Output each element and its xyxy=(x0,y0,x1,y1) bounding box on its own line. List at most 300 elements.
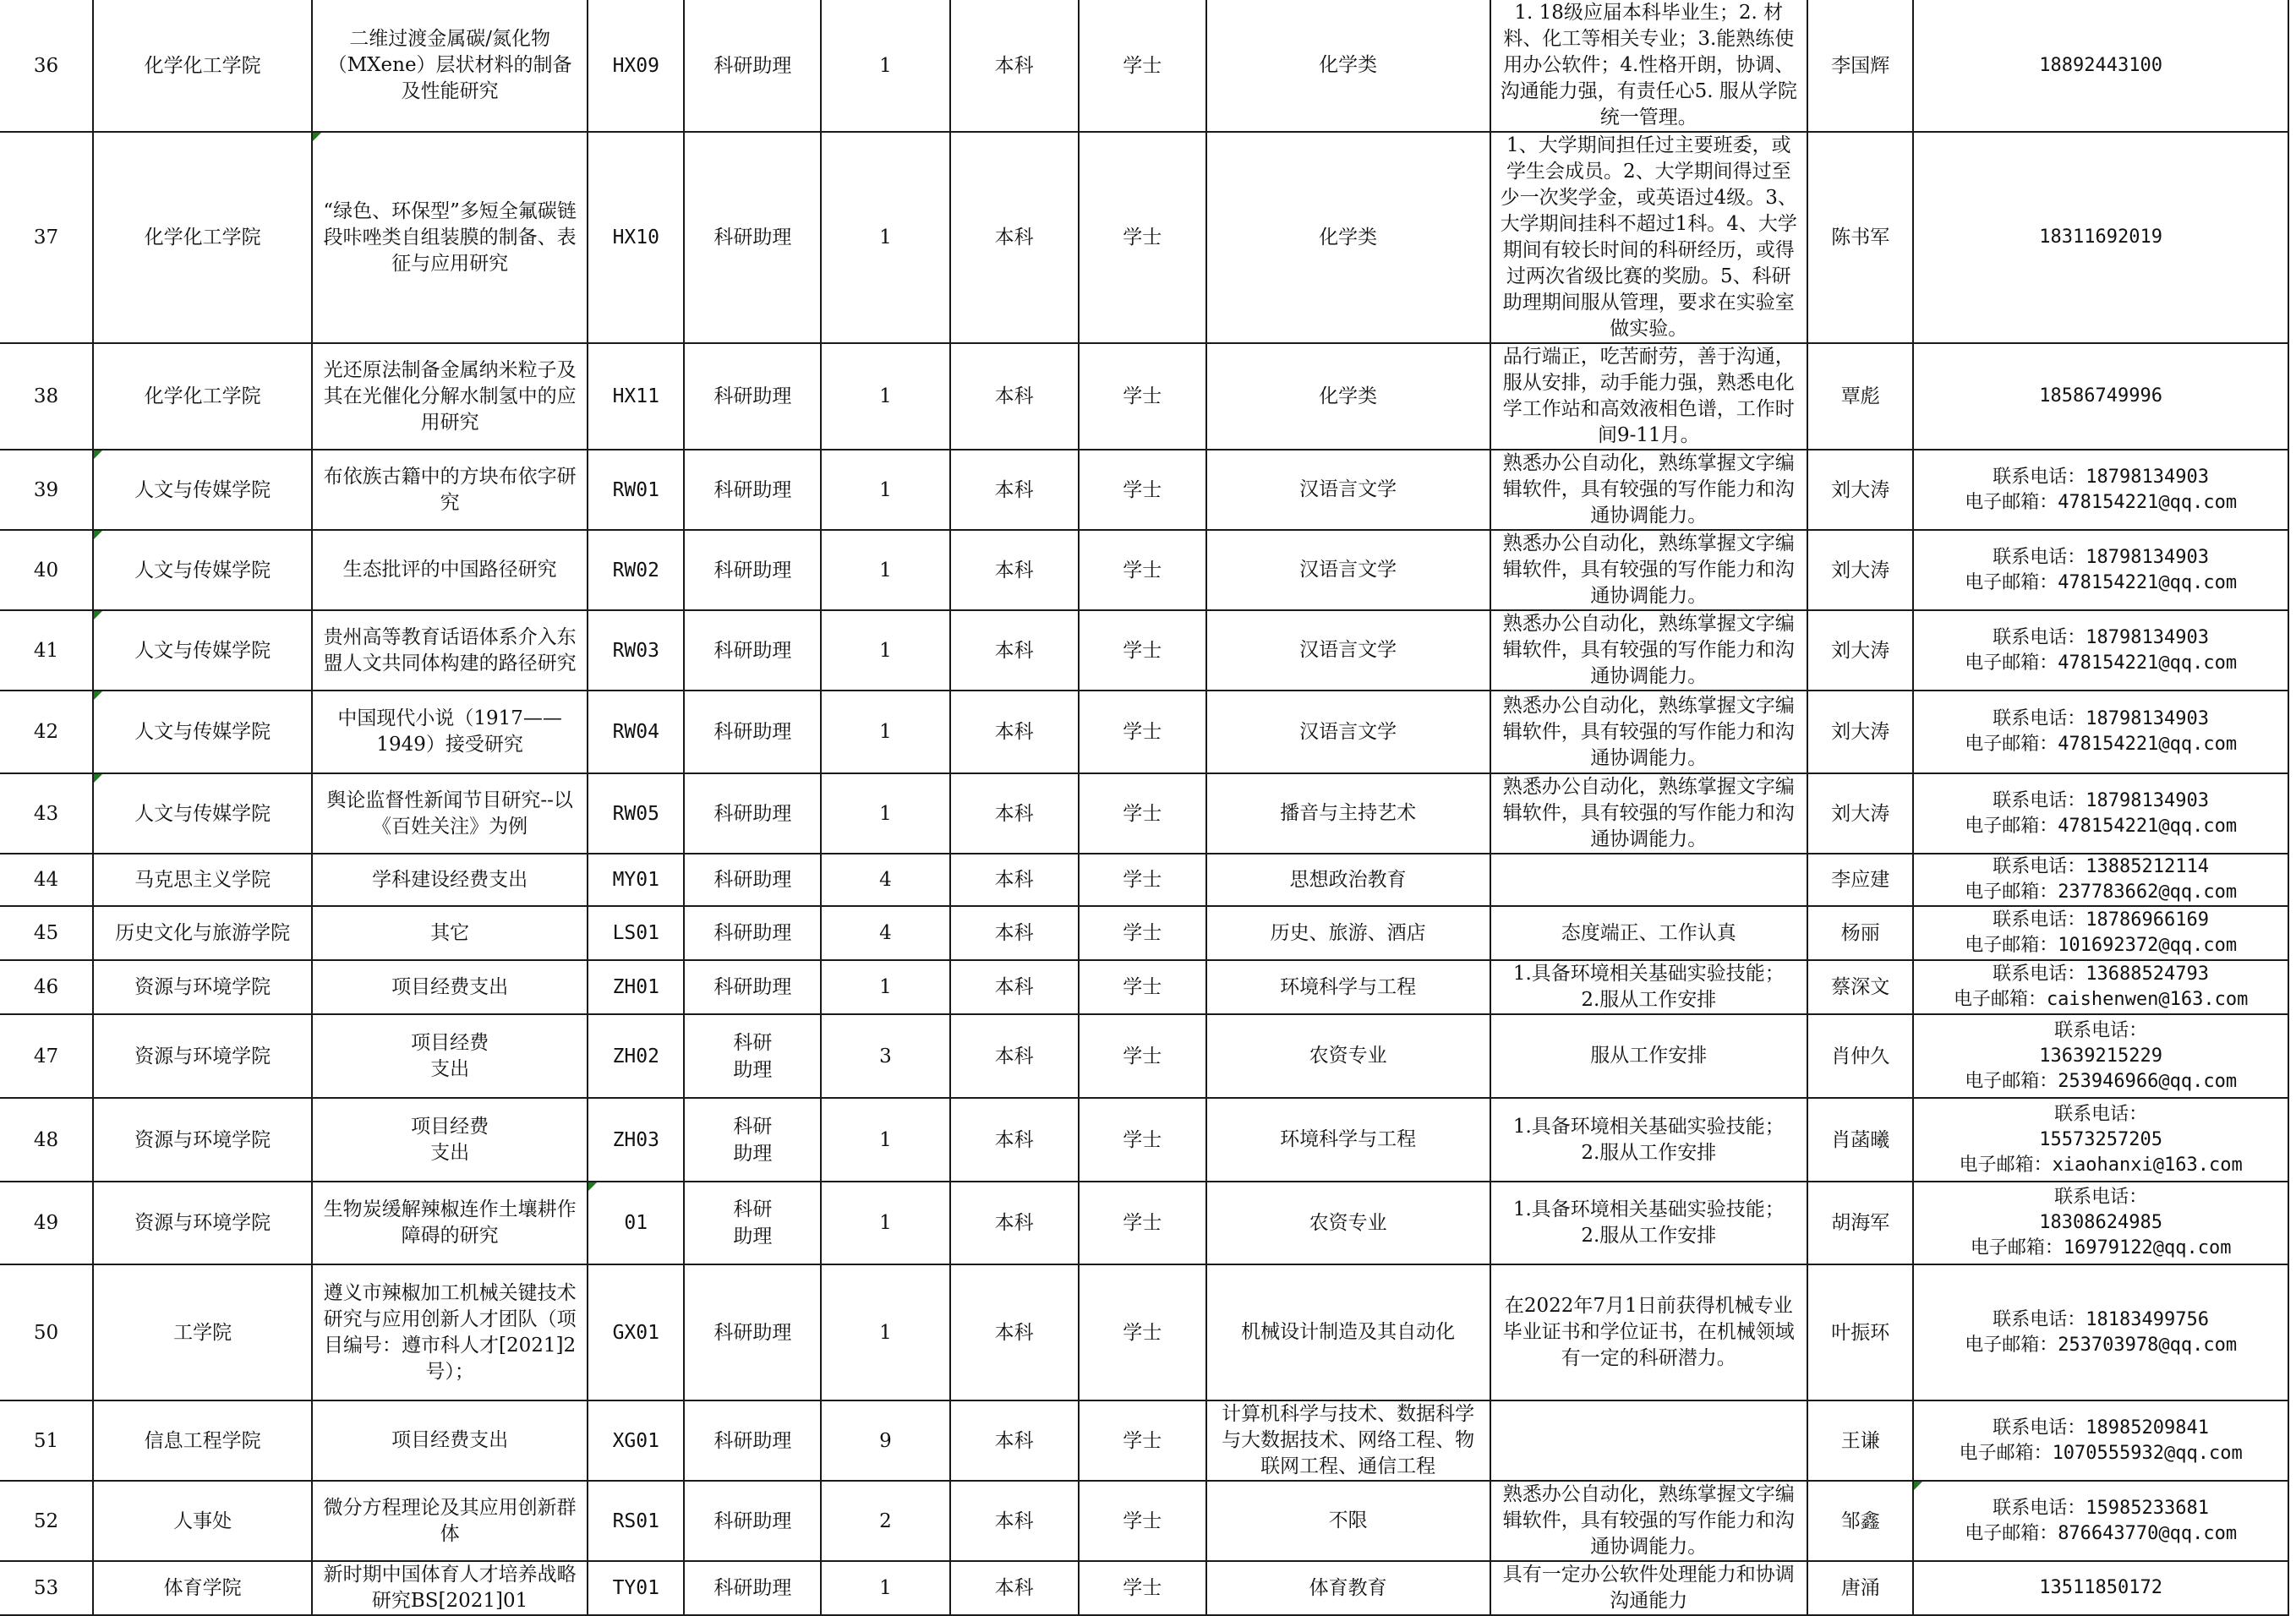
position-title-cell xyxy=(684,906,821,960)
contact-person-cell xyxy=(1807,773,1913,854)
row-number: 47 xyxy=(33,1045,59,1067)
headcount-cell xyxy=(821,1264,949,1400)
contact-person-cell xyxy=(1807,343,1913,450)
education-level: 本科 xyxy=(994,721,1034,743)
contact-person-cell xyxy=(1807,1400,1913,1481)
degree: 学士 xyxy=(1123,559,1162,581)
contact-info-cell xyxy=(1913,0,2288,132)
contact-line: 联系电话：18798134903 xyxy=(1993,466,2209,488)
degree-cell xyxy=(1079,1014,1206,1098)
contact-line: 13511850172 xyxy=(2039,1577,2162,1598)
row-number: 40 xyxy=(33,559,59,581)
position-code: RW04 xyxy=(612,721,659,743)
degree-cell xyxy=(1079,773,1206,854)
position-code: 01 xyxy=(624,1212,648,1234)
contact-line: 联系电话： xyxy=(2054,1187,2148,1208)
position-code-cell xyxy=(588,960,684,1014)
row-number-cell xyxy=(0,773,93,854)
college-name-cell xyxy=(93,1561,312,1615)
headcount-cell xyxy=(821,773,949,854)
major-cell xyxy=(1206,1098,1490,1182)
education-level-cell xyxy=(950,132,1079,343)
contact-info-cell xyxy=(1913,1400,2288,1481)
education-level-cell xyxy=(950,960,1079,1014)
table-row xyxy=(0,1481,2288,1561)
headcount: 1 xyxy=(879,976,892,998)
project-name-cell xyxy=(312,1014,588,1098)
headcount: 1 xyxy=(879,721,892,743)
requirements-cell xyxy=(1490,1014,1808,1098)
contact-person-cell xyxy=(1807,610,1913,691)
contact-info-cell xyxy=(1913,906,2288,960)
position-code: HX11 xyxy=(612,385,659,407)
education-level-cell xyxy=(950,1264,1079,1400)
requirements: 品行端正，吃苦耐劳，善于沟通，服从安排，动手能力强，熟悉电化学工作站和高效液相色谱，工作时间9-11月。 xyxy=(1502,346,1795,446)
contact-line: 18311692019 xyxy=(2039,227,2162,248)
requirements-cell xyxy=(1490,906,1808,960)
contact-person: 刘大涛 xyxy=(1831,802,1890,825)
headcount: 2 xyxy=(879,1510,892,1532)
position-code-cell xyxy=(588,1264,684,1400)
college-name-cell xyxy=(93,1400,312,1481)
major-cell xyxy=(1206,854,1490,906)
contact-info-cell xyxy=(1913,854,2288,906)
contact-info-cell xyxy=(1913,132,2288,343)
row-number-cell xyxy=(0,854,93,906)
position-title: 科研助理 xyxy=(713,1510,792,1532)
project-name-line: 支出 xyxy=(430,1057,470,1080)
position-code: ZH03 xyxy=(612,1128,659,1151)
degree: 学士 xyxy=(1123,1429,1162,1452)
contact-line: 联系电话：15985233681 xyxy=(1993,1497,2209,1519)
contact-line: 电子邮箱：253946966@qq.com xyxy=(1965,1070,2238,1092)
education-level: 本科 xyxy=(994,802,1034,825)
major: 化学类 xyxy=(1319,385,1378,407)
major: 化学类 xyxy=(1319,54,1378,76)
contact-person-cell xyxy=(1807,1014,1913,1098)
headcount-cell xyxy=(821,132,949,343)
headcount-cell xyxy=(821,610,949,691)
project-name: 舆论监督性新闻节目研究--以《百姓关注》为例 xyxy=(326,789,573,838)
major-cell xyxy=(1206,1481,1490,1561)
project-name-cell xyxy=(312,0,588,132)
position-title: 科研助理 xyxy=(713,1577,792,1599)
education-level-cell xyxy=(950,854,1079,906)
major-cell xyxy=(1206,530,1490,610)
headcount-cell xyxy=(821,854,949,906)
contact-info-cell xyxy=(1913,1561,2288,1615)
major: 体育教育 xyxy=(1309,1576,1387,1599)
requirements-cell xyxy=(1490,854,1808,906)
major: 环境科学与工程 xyxy=(1280,975,1417,998)
requirements-cell xyxy=(1490,132,1808,343)
college-name: 体育学院 xyxy=(163,1577,242,1599)
major-cell xyxy=(1206,450,1490,530)
contact-line: 13639215229 xyxy=(2039,1045,2162,1067)
contact-info-cell xyxy=(1913,1098,2288,1182)
contact-line: 电子邮箱：478154221@qq.com xyxy=(1965,652,2238,674)
education-level-cell xyxy=(950,773,1079,854)
college-name: 资源与环境学院 xyxy=(134,1212,271,1234)
requirements-line: 1.具备环境相关基础实验技能； xyxy=(1512,1115,1785,1138)
requirements-cell xyxy=(1490,691,1808,773)
education-level-cell xyxy=(950,1182,1079,1264)
contact-line: 联系电话：13885212114 xyxy=(1993,856,2209,877)
position-code-cell xyxy=(588,1481,684,1561)
education-level: 本科 xyxy=(994,1429,1034,1452)
degree: 学士 xyxy=(1123,1212,1162,1234)
college-name: 资源与环境学院 xyxy=(134,976,271,998)
contact-line: 联系电话：18183499756 xyxy=(1993,1308,2209,1330)
degree: 学士 xyxy=(1123,385,1162,407)
position-title: 科研助理 xyxy=(713,54,792,77)
position-code-cell xyxy=(588,1400,684,1481)
college-name-cell xyxy=(93,1098,312,1182)
education-level-cell xyxy=(950,610,1079,691)
row-number-cell xyxy=(0,1481,93,1561)
row-number-cell xyxy=(0,450,93,530)
headcount: 1 xyxy=(879,1321,892,1344)
position-code-cell xyxy=(588,906,684,960)
degree: 学士 xyxy=(1123,1321,1162,1344)
requirements: 熟悉办公自动化，熟练掌握文字编辑软件，具有较强的写作能力和沟通协调能力。 xyxy=(1502,694,1795,769)
requirements-cell xyxy=(1490,1182,1808,1264)
table-row xyxy=(0,1400,2288,1481)
degree-cell xyxy=(1079,610,1206,691)
major: 机械设计制造及其自动化 xyxy=(1241,1321,1456,1343)
contact-person: 肖仲久 xyxy=(1831,1045,1890,1067)
requirements: 熟悉办公自动化，熟练掌握文字编辑软件，具有较强的写作能力和沟通协调能力。 xyxy=(1502,776,1795,850)
position-title-line: 助理 xyxy=(733,1142,773,1165)
education-level-cell xyxy=(950,530,1079,610)
contact-person: 杨丽 xyxy=(1840,922,1880,944)
requirements: 熟悉办公自动化，熟练掌握文字编辑软件，具有较强的写作能力和沟通协调能力。 xyxy=(1502,452,1795,527)
position-title-cell xyxy=(684,691,821,773)
college-name-cell xyxy=(93,691,312,773)
position-title-cell xyxy=(684,0,821,132)
major: 化学类 xyxy=(1319,226,1378,248)
college-name-cell xyxy=(93,773,312,854)
headcount-cell xyxy=(821,450,949,530)
contact-info-cell xyxy=(1913,691,2288,773)
contact-person-cell xyxy=(1807,530,1913,610)
contact-line: 18892443100 xyxy=(2039,54,2162,76)
education-level: 本科 xyxy=(994,559,1034,581)
position-code-cell xyxy=(588,343,684,450)
row-number: 44 xyxy=(33,869,59,891)
major-cell xyxy=(1206,1400,1490,1481)
position-title-line: 科研 xyxy=(733,1115,773,1138)
headcount-cell xyxy=(821,1014,949,1098)
table-row xyxy=(0,854,2288,906)
major-cell xyxy=(1206,0,1490,132)
position-title-cell xyxy=(684,450,821,530)
education-level-cell xyxy=(950,906,1079,960)
position-code-cell xyxy=(588,0,684,132)
contact-line: 联系电话：13688524793 xyxy=(1993,964,2209,985)
position-title-cell xyxy=(684,610,821,691)
position-title: 科研助理 xyxy=(713,227,792,248)
position-title: 科研助理 xyxy=(713,802,792,825)
position-title-cell xyxy=(684,1264,821,1400)
headcount: 1 xyxy=(879,1128,892,1151)
headcount-cell xyxy=(821,1481,949,1561)
contact-person: 李国辉 xyxy=(1831,54,1890,77)
headcount: 1 xyxy=(879,559,892,581)
table-row xyxy=(0,1182,2288,1264)
requirements: 态度端正、工作认真 xyxy=(1561,921,1736,944)
position-code-cell xyxy=(588,450,684,530)
position-code: RW05 xyxy=(612,802,659,825)
requirements-cell xyxy=(1490,1481,1808,1561)
degree: 学士 xyxy=(1123,227,1162,248)
position-title: 科研助理 xyxy=(713,1321,792,1344)
major: 计算机科学与技术、数据科学与大数据技术、网络工程、物联网工程、通信工程 xyxy=(1222,1403,1475,1477)
project-name: 项目经费支出 xyxy=(391,975,509,998)
position-code-cell xyxy=(588,530,684,610)
row-number-cell xyxy=(0,1014,93,1098)
contact-line: 电子邮箱：478154221@qq.com xyxy=(1965,734,2238,755)
headcount: 1 xyxy=(879,639,892,662)
headcount: 1 xyxy=(879,54,892,77)
project-name-cell xyxy=(312,132,588,343)
contact-line: 电子邮箱：253703978@qq.com xyxy=(1965,1334,2238,1356)
position-title: 科研助理 xyxy=(713,639,792,662)
position-title-line: 科研 xyxy=(733,1198,773,1220)
project-name: 贵州高等教育话语体系介入东盟人文共同体构建的路径研究 xyxy=(323,625,577,674)
contact-person-cell xyxy=(1807,450,1913,530)
contact-person-cell xyxy=(1807,960,1913,1014)
education-level: 本科 xyxy=(994,1510,1034,1532)
row-number: 41 xyxy=(33,639,59,662)
row-number: 42 xyxy=(33,721,59,743)
major-cell xyxy=(1206,1264,1490,1400)
requirements-cell xyxy=(1490,530,1808,610)
headcount: 1 xyxy=(879,1212,892,1234)
contact-person-cell xyxy=(1807,1481,1913,1561)
education-level: 本科 xyxy=(994,1321,1034,1344)
row-number-cell xyxy=(0,1400,93,1481)
requirements-cell xyxy=(1490,1264,1808,1400)
position-code-cell xyxy=(588,610,684,691)
requirements-cell xyxy=(1490,343,1808,450)
row-number-cell xyxy=(0,0,93,132)
project-name-line: 项目经费 xyxy=(411,1115,489,1138)
project-name-cell xyxy=(312,1264,588,1400)
education-level-cell xyxy=(950,1014,1079,1098)
row-number: 52 xyxy=(33,1510,59,1532)
major-cell xyxy=(1206,691,1490,773)
position-code-cell xyxy=(588,854,684,906)
project-name-cell xyxy=(312,610,588,691)
headcount: 4 xyxy=(879,869,892,891)
contact-info-cell xyxy=(1913,343,2288,450)
major-cell xyxy=(1206,960,1490,1014)
education-level: 本科 xyxy=(994,922,1034,944)
degree: 学士 xyxy=(1123,976,1162,998)
position-code-cell xyxy=(588,691,684,773)
headcount-cell xyxy=(821,530,949,610)
education-level-cell xyxy=(950,1400,1079,1481)
contact-person-cell xyxy=(1807,691,1913,773)
contact-person-cell xyxy=(1807,1182,1913,1264)
project-name-line: 项目经费 xyxy=(411,1031,489,1054)
major: 汉语言文学 xyxy=(1299,559,1397,581)
contact-line: 电子邮箱：xiaohanxi@163.com xyxy=(1959,1154,2243,1176)
college-name: 人文与传媒学院 xyxy=(134,559,271,581)
position-code-cell xyxy=(588,773,684,854)
requirements-line: 1.具备环境相关基础实验技能； xyxy=(1512,963,1785,985)
project-name-cell xyxy=(312,773,588,854)
college-name-cell xyxy=(93,854,312,906)
major: 历史、旅游、酒店 xyxy=(1270,921,1426,944)
contact-line: 联系电话： xyxy=(2054,1019,2148,1041)
row-number: 45 xyxy=(33,922,59,944)
requirements-cell xyxy=(1490,1098,1808,1182)
project-name: 生态批评的中国路径研究 xyxy=(342,559,557,581)
education-level-cell xyxy=(950,343,1079,450)
degree-cell xyxy=(1079,1400,1206,1481)
project-name: 布依族古籍中的方块布依字研究 xyxy=(323,465,577,514)
major-cell xyxy=(1206,343,1490,450)
position-code: RW03 xyxy=(612,639,659,662)
education-level: 本科 xyxy=(994,1045,1034,1067)
headcount-cell xyxy=(821,343,949,450)
row-number-cell xyxy=(0,1264,93,1400)
project-name-cell xyxy=(312,906,588,960)
degree-cell xyxy=(1079,691,1206,773)
position-code: RW01 xyxy=(612,478,659,501)
contact-person-cell xyxy=(1807,0,1913,132)
degree: 学士 xyxy=(1123,802,1162,825)
major: 汉语言文学 xyxy=(1299,639,1397,661)
major: 思想政治教育 xyxy=(1289,868,1407,891)
position-code: ZH02 xyxy=(612,1045,659,1067)
position-title: 科研助理 xyxy=(713,976,792,998)
college-name-cell xyxy=(93,0,312,132)
education-level: 本科 xyxy=(994,1212,1034,1234)
major-cell xyxy=(1206,610,1490,691)
contact-person: 李应建 xyxy=(1831,869,1890,891)
degree-cell xyxy=(1079,1098,1206,1182)
position-title-cell xyxy=(684,1561,821,1615)
position-code-cell xyxy=(588,132,684,343)
position-title-cell xyxy=(684,960,821,1014)
contact-line: 联系电话：18798134903 xyxy=(1993,789,2209,811)
college-name-cell xyxy=(93,450,312,530)
headcount: 9 xyxy=(879,1429,892,1452)
contact-line: 联系电话：18798134903 xyxy=(1993,708,2209,729)
position-title-line: 科研 xyxy=(733,1031,773,1054)
contact-person: 王谦 xyxy=(1840,1429,1880,1452)
education-level-cell xyxy=(950,1481,1079,1561)
degree-cell xyxy=(1079,0,1206,132)
education-level: 本科 xyxy=(994,976,1034,998)
major-cell xyxy=(1206,906,1490,960)
contact-line: 联系电话：18786966169 xyxy=(1993,909,2209,931)
contact-line: 电子邮箱：237783662@qq.com xyxy=(1965,882,2238,903)
degree: 学士 xyxy=(1123,478,1162,501)
row-number-cell xyxy=(0,691,93,773)
position-title-cell xyxy=(684,530,821,610)
contact-line: 电子邮箱：478154221@qq.com xyxy=(1965,571,2238,593)
position-title: 科研助理 xyxy=(713,478,792,501)
degree-cell xyxy=(1079,1481,1206,1561)
project-name-cell xyxy=(312,1182,588,1264)
project-name: 学科建设经费支出 xyxy=(372,868,528,891)
row-number: 49 xyxy=(33,1212,59,1234)
table-row xyxy=(0,0,2288,132)
project-name: “绿色、环保型”多短全氟碳链段咔唑类自组装膜的制备、表征与应用研究 xyxy=(323,199,577,275)
contact-person: 刘大涛 xyxy=(1831,559,1890,581)
college-name-cell xyxy=(93,132,312,343)
contact-info-cell xyxy=(1913,1182,2288,1264)
contact-line: 联系电话： xyxy=(2054,1103,2148,1125)
position-title: 科研助理 xyxy=(713,385,792,407)
major-cell xyxy=(1206,1561,1490,1615)
table-row xyxy=(0,610,2288,691)
requirements-cell xyxy=(1490,0,1808,132)
requirements: 具有一定办公软件处理能力和协调沟通能力 xyxy=(1502,1564,1795,1612)
major: 播音与主持艺术 xyxy=(1280,802,1417,824)
contact-person-cell xyxy=(1807,132,1913,343)
contact-person: 刘大涛 xyxy=(1831,721,1890,743)
education-level-cell xyxy=(950,691,1079,773)
major: 不限 xyxy=(1328,1510,1368,1531)
requirements-cell xyxy=(1490,960,1808,1014)
requirements-cell xyxy=(1490,610,1808,691)
project-name-cell xyxy=(312,1561,588,1615)
position-title-cell xyxy=(684,1400,821,1481)
college-name-cell xyxy=(93,960,312,1014)
requirements-line: 2.服从工作安排 xyxy=(1581,989,1717,1011)
major: 农资专业 xyxy=(1309,1211,1387,1234)
contact-person-cell xyxy=(1807,906,1913,960)
requirements: 熟悉办公自动化，熟练掌握文字编辑软件，具有较强的写作能力和沟通协调能力。 xyxy=(1502,613,1795,687)
education-level: 本科 xyxy=(994,385,1034,407)
college-name-cell xyxy=(93,1014,312,1098)
project-name: 微分方程理论及其应用创新群体 xyxy=(323,1496,577,1545)
college-name: 人文与传媒学院 xyxy=(134,721,271,743)
table-row xyxy=(0,1264,2288,1400)
position-title-cell xyxy=(684,1098,821,1182)
row-number: 38 xyxy=(33,385,59,407)
table-row xyxy=(0,343,2288,450)
row-number-cell xyxy=(0,1098,93,1182)
education-level-cell xyxy=(950,0,1079,132)
contact-line: 联系电话：18798134903 xyxy=(1993,626,2209,648)
row-number: 51 xyxy=(33,1429,59,1452)
contact-info-cell xyxy=(1913,1014,2288,1098)
requirements: 熟悉办公自动化，熟练掌握文字编辑软件，具有较强的写作能力和沟通协调能力。 xyxy=(1502,532,1795,607)
requirements-line: 1.具备环境相关基础实验技能； xyxy=(1512,1198,1785,1220)
project-name: 中国现代小说（1917——1949）接受研究 xyxy=(337,707,562,756)
education-level: 本科 xyxy=(994,54,1034,77)
position-code-cell xyxy=(588,1098,684,1182)
education-level: 本科 xyxy=(994,639,1034,662)
degree: 学士 xyxy=(1123,639,1162,662)
headcount: 3 xyxy=(879,1045,892,1067)
headcount: 1 xyxy=(879,802,892,825)
degree-cell xyxy=(1079,906,1206,960)
contact-line: 联系电话：18798134903 xyxy=(1993,546,2209,568)
contact-person-cell xyxy=(1807,854,1913,906)
contact-line: 电子邮箱：101692372@qq.com xyxy=(1965,935,2238,956)
degree: 学士 xyxy=(1123,922,1162,944)
position-code: TY01 xyxy=(612,1577,659,1599)
position-title: 科研助理 xyxy=(713,869,792,891)
position-title: 科研助理 xyxy=(713,1429,792,1452)
